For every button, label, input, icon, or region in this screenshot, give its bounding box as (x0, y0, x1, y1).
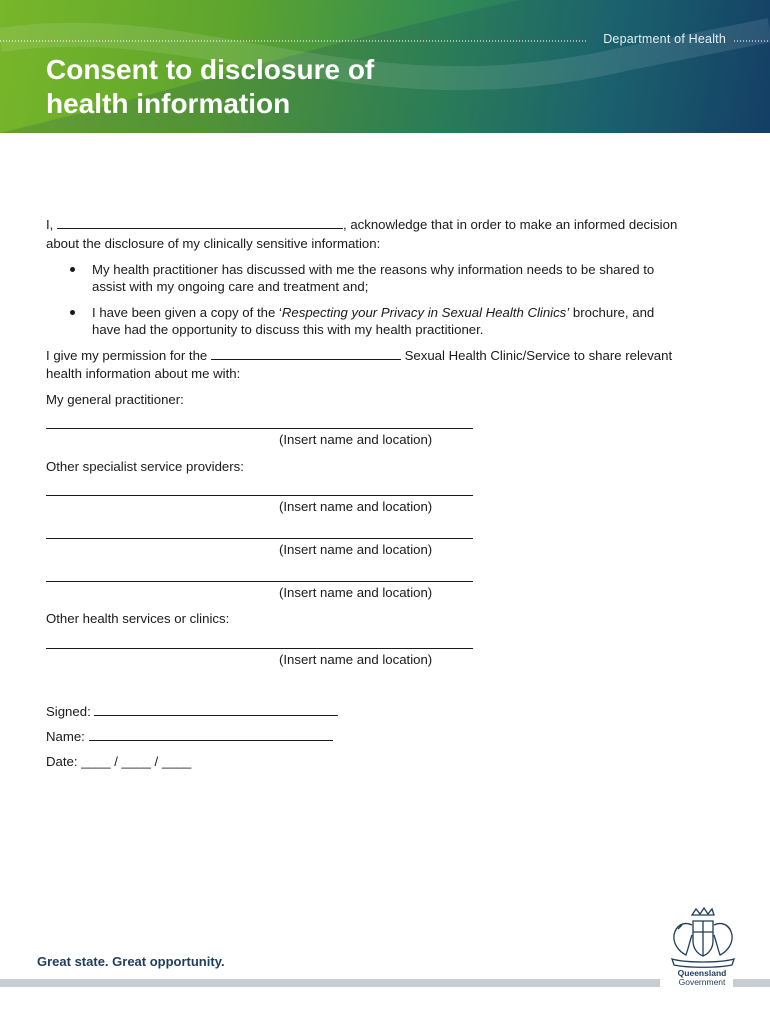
specialist-entry-line[interactable] (46, 581, 473, 582)
specialists-label: Other specialist service providers: (46, 459, 244, 474)
specialist-entry-line[interactable] (46, 495, 473, 496)
intro-line-2: about the disclosure of my clinically sensitive information: (46, 236, 381, 251)
patient-name-blank[interactable] (57, 216, 343, 229)
signature-blank[interactable] (94, 703, 338, 716)
bullet-1-line-2: assist with my ongoing care and treatment and; (92, 279, 369, 294)
insert-hint: (Insert name and location) (279, 432, 433, 447)
intro-line-1: I, , acknowledge that in order to make an informed decision (46, 217, 678, 232)
footer-slogan: Great state. Great opportunity. (37, 954, 225, 969)
bullet-dot (70, 304, 78, 312)
other-service-entry-line[interactable] (46, 648, 473, 649)
department-name: Department of Health (603, 32, 726, 46)
gp-label: My general practitioner: (46, 392, 184, 407)
footer-bar (0, 979, 660, 987)
insert-hint: (Insert name and location) (279, 652, 433, 667)
specialist-entry-line[interactable] (46, 538, 473, 539)
gp-entry-line[interactable] (46, 428, 473, 429)
queensland-government-label: Queensland Government (677, 968, 727, 987)
name-blank[interactable] (89, 728, 333, 741)
date-blank[interactable]: ____ / ____ / ____ (81, 754, 192, 769)
insert-hint: (Insert name and location) (279, 585, 433, 600)
clinic-name-blank[interactable] (211, 347, 401, 360)
insert-hint: (Insert name and location) (279, 499, 433, 514)
title-line-2: health information (46, 88, 291, 119)
insert-hint: (Insert name and location) (279, 542, 433, 557)
signed-row: Signed: (46, 703, 338, 720)
page-title (46, 53, 374, 121)
name-row: Name: (46, 728, 333, 745)
permission-line-2: health information about me with: (46, 366, 241, 381)
header-banner (0, 0, 770, 133)
bullet-1-line-1: My health practitioner has discussed with me the reasons why information needs to be shared to (92, 262, 655, 277)
bullet-2-line-1: I have been given a copy of the ‘Respecting your Privacy in Sexual Health Clinics’ brochure, and (92, 305, 655, 320)
brochure-title: Respecting your Privacy in Sexual Health Clinics’ (281, 305, 570, 320)
date-row: Date: ____ / ____ / ____ (46, 754, 192, 769)
bullet-dot (70, 261, 78, 269)
permission-line-1: I give my permission for the Sexual Health Clinic/Service to share relevant (46, 348, 673, 363)
other-services-label: Other health services or clinics: (46, 611, 230, 626)
title-line-1: Consent to disclosure of (46, 54, 375, 85)
bullet-2-line-2: have had the opportunity to discuss this with my health practitioner. (92, 322, 484, 337)
